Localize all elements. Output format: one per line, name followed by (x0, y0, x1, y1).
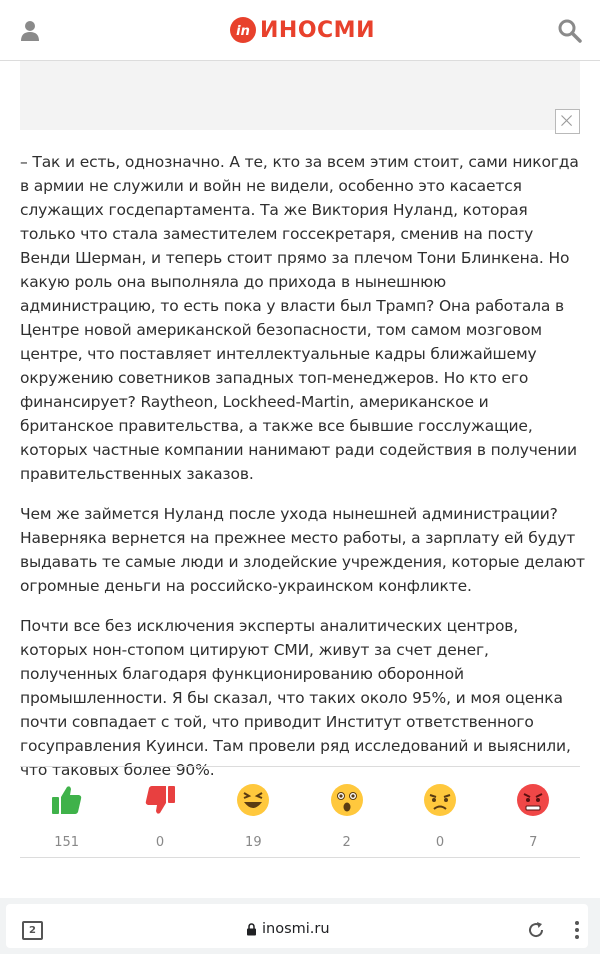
angry-face-icon (516, 783, 550, 817)
thumbs-up-icon (50, 783, 84, 817)
site-logo[interactable] (230, 16, 375, 44)
reload-icon[interactable] (525, 919, 547, 941)
close-icon[interactable] (555, 109, 580, 134)
reaction-count: 7 (529, 835, 538, 850)
tab-switcher-button[interactable]: 2 (22, 921, 43, 940)
thumbs-down-icon (143, 783, 177, 817)
reaction-sad[interactable] (393, 767, 486, 857)
browser-toolbar (0, 898, 600, 954)
reactions-bar (20, 766, 580, 858)
site-header (0, 0, 600, 61)
logo-mark-icon (230, 17, 256, 43)
url-text: inosmi.ru (262, 921, 330, 937)
sad-face-icon (423, 783, 457, 817)
reaction-count: 151 (54, 835, 80, 850)
reaction-surprised[interactable] (300, 767, 393, 857)
reaction-count: 19 (245, 835, 262, 850)
reaction-dislike[interactable] (113, 767, 206, 857)
reaction-count: 2 (342, 835, 351, 850)
lock-icon (246, 923, 257, 936)
logo-text: ИНОСМИ (260, 17, 375, 43)
article-body (20, 150, 585, 798)
browser-address-bar (6, 904, 588, 948)
laughing-face-icon (236, 783, 270, 817)
surprised-face-icon (330, 783, 364, 817)
url-bar[interactable] (246, 921, 330, 937)
article-paragraph: Почти все без исключения эксперты аналитических центров, которых нон-стопом цитируют СМИ, живут за счет денег, полученных благодаря функционированию оборонной промышленности. Я бы сказал, что таких около 95%, и моя оценка почти совпадает с той, что приводит Институт ответственного госуправления Куинси. Там провели ряд исследований и выяснили, что таковых более 90%. (20, 617, 571, 779)
reaction-like[interactable] (20, 767, 113, 857)
article-paragraph: Чем же займется Нуланд после ухода нынешней администрации? Наверняка вернется на прежнее место работы, а зарплату ей будут выдавать те самые люди и злодейские учреждения, которые делают огромные деньги на российско-украинском конфликте. (20, 505, 585, 595)
user-icon[interactable] (18, 18, 44, 44)
reaction-count: 0 (155, 835, 165, 850)
reaction-angry[interactable] (487, 767, 580, 857)
ad-banner (20, 61, 580, 130)
more-vert-icon[interactable] (566, 919, 588, 941)
reaction-laugh[interactable] (207, 767, 300, 857)
svg-text:in: in (236, 24, 250, 39)
article-paragraph: – Так и есть, однозначно. А те, кто за всем этим стоит, сами никогда в армии не служили и войн не видели, особенно это касается служащих госдепартамента. Та же Виктория Нуланд, которая только что стала заместителем госсекретаря, сменив на посту Венди Шерман, и теперь стоит прямо за плечом Тони Блинкена. Но какую роль она выполняла до прихода в нынешнюю администрацию, то есть пока у власти был Трамп? Она работала в Центре новой американской безопасности, том самом мозговом центре, что поставляет интеллектуальные кадры ближайшему окружению советников западных топ-менеджеров. Но кто его финансирует? Raytheon, Lockheed-Martin, американское и британское правительства, а также все бывшие госслужащие, которых частные компании нанимают ради содействия в получении правительственных заказов. (20, 153, 579, 483)
reaction-count: 0 (435, 835, 445, 850)
search-icon[interactable] (556, 17, 584, 45)
